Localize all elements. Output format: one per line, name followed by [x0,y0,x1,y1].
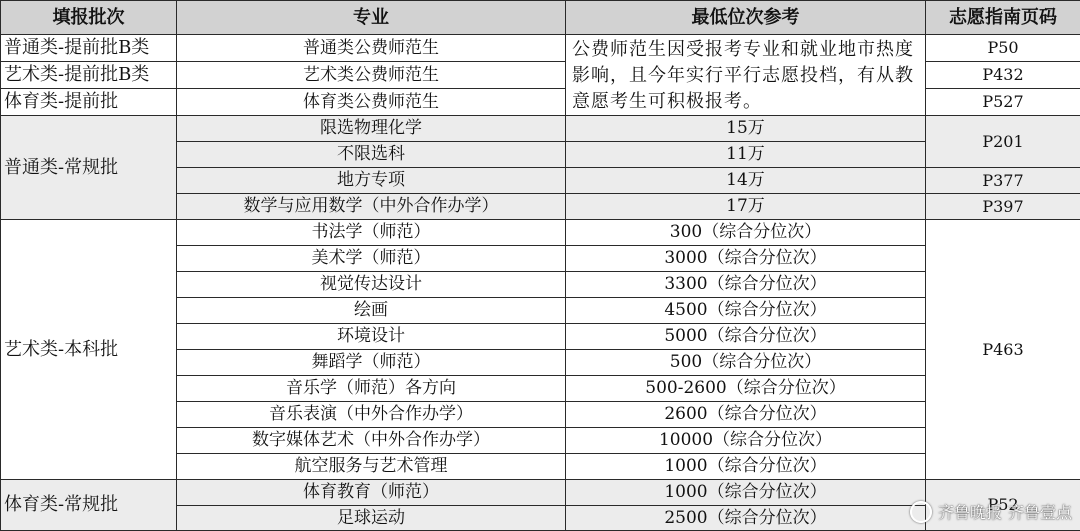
major-cell: 美术学（师范） [177,246,566,272]
rank-cell: 5000（综合分位次） [566,324,926,350]
rank-cell: 17万 [566,194,926,220]
header-page: 志愿指南页码 [926,1,1080,35]
batch-cell: 普通类-常规批 [1,116,177,220]
major-cell: 不限选科 [177,142,566,168]
rank-cell: 500-2600（综合分位次） [566,376,926,402]
major-cell: 普通类公费师范生 [177,35,566,62]
major-cell: 数字媒体艺术（中外合作办学） [177,428,566,454]
major-cell: 体育类公费师范生 [177,89,566,116]
rank-cell: 15万 [566,116,926,142]
major-cell: 音乐学（师范）各方向 [177,376,566,402]
rank-cell: 1000（综合分位次） [566,480,926,506]
watermark [910,500,1072,523]
major-cell: 绘画 [177,298,566,324]
major-cell: 航空服务与艺术管理 [177,454,566,480]
page-cell: P527 [926,89,1080,116]
rank-cell: 2500（综合分位次） [566,506,926,531]
rank-cell: 500（综合分位次） [566,350,926,376]
rank-cell: 1000（综合分位次） [566,454,926,480]
table-row [1,35,1080,62]
watermark-text-1: 齐鲁晚报 [938,500,1002,523]
note-cell: 公费师范生因受报考专业和就业地市热度影响，且今年实行平行志愿投档，有从教意愿考生可积极报考。 [566,35,926,116]
header-major: 专业 [177,1,566,35]
major-cell: 足球运动 [177,506,566,531]
rank-cell: 10000（综合分位次） [566,428,926,454]
major-cell: 视觉传达设计 [177,272,566,298]
major-cell: 舞蹈学（师范） [177,350,566,376]
header-row [1,1,1080,35]
major-cell: 地方专项 [177,168,566,194]
header-batch: 填报批次 [1,1,177,35]
rank-cell: 300（综合分位次） [566,220,926,246]
rank-cell: 4500（综合分位次） [566,298,926,324]
table-row [1,220,1080,246]
batch-cell: 艺术类-提前批B类 [1,62,177,89]
page-cell: P463 [926,220,1080,480]
logo-icon [910,501,932,523]
batch-cell: 普通类-提前批B类 [1,35,177,62]
batch-cell: 艺术类-本科批 [1,220,177,480]
page-cell: P397 [926,194,1080,220]
page-cell: P201 [926,116,1080,168]
batch-cell: 体育类-提前批 [1,89,177,116]
page-cell: P377 [926,168,1080,194]
major-cell: 音乐表演（中外合作办学） [177,402,566,428]
major-cell: 体育教育（师范） [177,480,566,506]
rank-cell: 3000（综合分位次） [566,246,926,272]
page-cell: P52 [926,480,1080,531]
major-cell: 艺术类公费师范生 [177,62,566,89]
rank-cell: 3300（综合分位次） [566,272,926,298]
major-cell: 书法学（师范） [177,220,566,246]
major-cell: 环境设计 [177,324,566,350]
rank-cell: 14万 [566,168,926,194]
watermark-text-2: 齐鲁壹点 [1008,500,1072,523]
major-cell: 限选物理化学 [177,116,566,142]
major-cell: 数学与应用数学（中外合作办学） [177,194,566,220]
rank-cell: 11万 [566,142,926,168]
rank-cell: 2600（综合分位次） [566,402,926,428]
batch-cell: 体育类-常规批 [1,480,177,531]
page-cell: P50 [926,35,1080,62]
page-cell: P432 [926,62,1080,89]
header-rank: 最低位次参考 [566,1,926,35]
table-row [1,116,1080,142]
